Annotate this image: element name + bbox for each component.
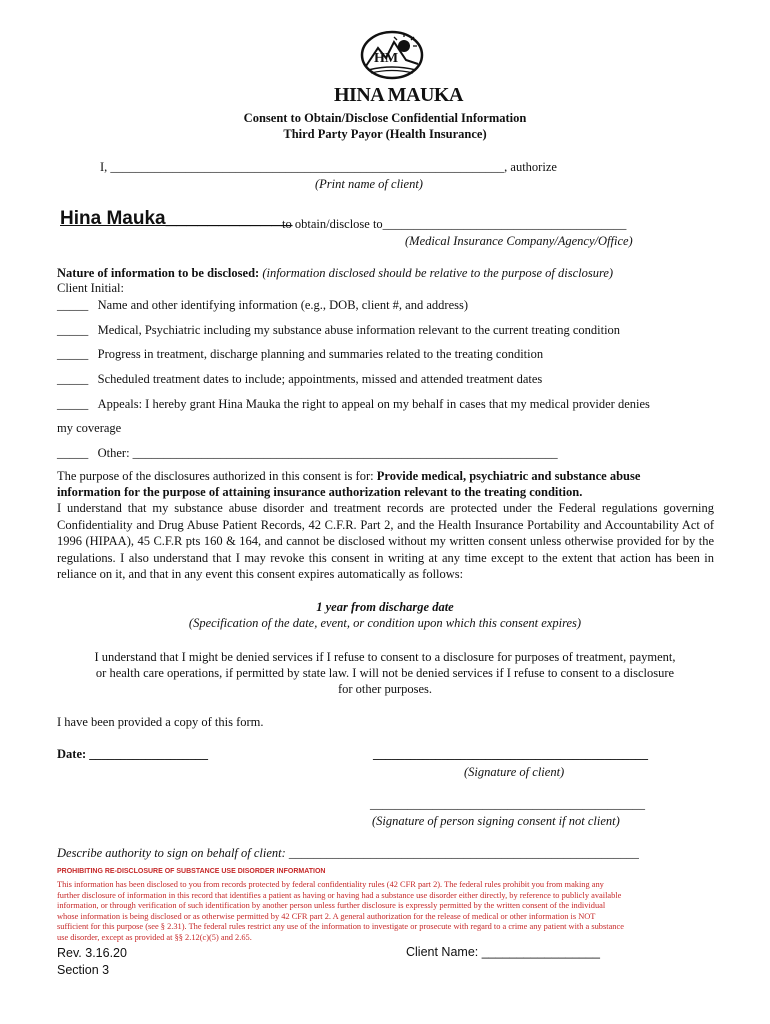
purpose-line-1 bbox=[57, 469, 640, 484]
agency-name: Hina Mauka bbox=[60, 208, 166, 229]
notice-line: further disclosure of information in this record that identifies a patient as having or having had a substance use disorder either directly, by reference to publicly available bbox=[57, 890, 622, 900]
notice-line: This information has been disclosed to you from records protected by federal confidentiality rules (42 CFR part 2). The federal rules prohibit you from making any bbox=[57, 880, 604, 889]
initial-blank[interactable]: _____ bbox=[57, 323, 89, 337]
expiry-value: 1 year from discharge date bbox=[316, 600, 454, 614]
denied-line-3: for other purposes. bbox=[337, 682, 433, 696]
initial-blank[interactable]: _____ bbox=[57, 298, 89, 312]
person-signature-field[interactable]: ____________________________________________ bbox=[370, 797, 645, 811]
purpose-bold-2: information for the purpose of attaining insurance authorization relevant to the treating condition. bbox=[57, 485, 583, 499]
item-text: Scheduled treatment dates to include; appointments, missed and attended treatment dates bbox=[97, 372, 543, 386]
client-initial-label: Client Initial: bbox=[57, 281, 125, 295]
date-field[interactable]: Date: ___________________ bbox=[57, 747, 209, 761]
notice-body bbox=[57, 880, 707, 944]
nature-heading bbox=[57, 266, 613, 281]
obtain-disclose-line: to obtain/disclose to_______________________________________ bbox=[282, 217, 627, 231]
client-name-field[interactable]: Client Name: _________________ bbox=[406, 945, 600, 959]
notice-line: information, or through verification of such identification by another person unless further disclosure is expressly permitted by the written consent of the individual bbox=[57, 901, 606, 911]
revision-label: Rev. 3.16.20 bbox=[57, 946, 127, 960]
agency-name-row bbox=[60, 208, 292, 230]
title-line-2: Third Party Payor (Health Insurance) bbox=[283, 127, 487, 141]
list-item bbox=[57, 347, 543, 362]
agency-underscores: ____________ bbox=[165, 208, 293, 229]
person-signature-caption: (Signature of person signing consent if not client) bbox=[372, 814, 620, 828]
print-name-caption: (Print name of client) bbox=[315, 177, 423, 191]
coverage-continuation: my coverage bbox=[57, 421, 122, 435]
other-text: Other: ____________________________________________________________________ bbox=[97, 446, 558, 460]
item-text: Name and other identifying information (e.g., DOB, client #, and address) bbox=[97, 298, 469, 312]
authorize-line: I, _______________________________________________________________, authorize bbox=[100, 160, 557, 174]
denied-line-2: or health care operations, if permitted by state law. I will not be denied services if I refuse to consent to a disclosure bbox=[95, 666, 675, 680]
client-signature-field[interactable]: ____________________________________________ bbox=[373, 747, 648, 761]
purpose-intro: The purpose of the disclosures authorized in this consent is for: bbox=[57, 469, 377, 483]
list-item-other bbox=[57, 446, 558, 461]
nature-label: Nature of information to be disclosed: bbox=[57, 266, 260, 280]
initial-blank[interactable]: _____ bbox=[57, 446, 89, 460]
initial-blank[interactable]: _____ bbox=[57, 347, 89, 361]
list-item bbox=[57, 372, 542, 387]
list-item bbox=[57, 323, 620, 338]
expiry-caption: (Specification of the date, event, or condition upon which this consent expires) bbox=[188, 616, 582, 630]
section-label: Section 3 bbox=[57, 963, 110, 977]
client-signature-caption: (Signature of client) bbox=[464, 765, 565, 779]
authority-field[interactable]: ________________________________________________________ bbox=[285, 846, 639, 860]
item-text: Progress in treatment, discharge planning and summaries related to the treating condition bbox=[97, 347, 544, 361]
item-text: Appeals: I hereby grant Hina Mauka the right to appeal on my behalf in cases that my medical provider denies bbox=[97, 397, 650, 411]
list-item bbox=[57, 397, 650, 412]
svg-text:HM: HM bbox=[374, 51, 399, 66]
notice-line: sufficient for this purpose (see § 2.31). The federal rules restrict any use of the information to investigate or prosecute with regard to a crime any patient with a substance bbox=[57, 922, 624, 932]
denied-line-1: I understand that I might be denied services if I refuse to consent to a disclosure for purposes of treatment, payment, bbox=[94, 650, 676, 664]
notice-line: use disorder, except as provided at §§ 2.12(c)(5) and 2.65. bbox=[57, 932, 252, 942]
initial-blank[interactable]: _____ bbox=[57, 372, 89, 386]
notice-title: PROHIBITING RE-DISCLOSURE OF SUBSTANCE USE DISORDER INFORMATION bbox=[57, 868, 326, 875]
purpose-bold-1: Provide medical, psychiatric and substance abuse bbox=[376, 469, 641, 483]
nature-note: (information disclosed should be relative to the purpose of disclosure) bbox=[262, 266, 614, 280]
initial-blank[interactable]: _____ bbox=[57, 397, 89, 411]
item-text: Medical, Psychiatric including my substance abuse information relevant to the current treating condition bbox=[97, 323, 621, 337]
authority-label: Describe authority to sign on behalf of client: bbox=[57, 846, 286, 860]
company-caption: (Medical Insurance Company/Agency/Office) bbox=[405, 234, 633, 248]
hina-mauka-logo bbox=[334, 28, 463, 110]
list-item bbox=[57, 298, 468, 313]
copy-line: I have been provided a copy of this form. bbox=[57, 715, 264, 729]
logo-wordmark: HINA MAUKA bbox=[334, 84, 463, 106]
title-line-1: Consent to Obtain/Disclose Confidential Information bbox=[243, 111, 527, 125]
understand-paragraph: I understand that my substance abuse disorder and treatment records are protected under the Federal regulations governing Confidentiality and Drug Abuse Patient Records, 42 C.F.R. Part 2, and the Health Insurance Portability and Accountability Act of 1996 (HIPAA), 45 C.F.R pts 160 & 164, and cannot be disclosed without my written consent unless otherwise provided for by the regulations. I also understand that I may revoke this consent in writing at any time except to the extent that action has been in reliance on it, and that in any event this consent expires automatically as follows: bbox=[57, 501, 714, 581]
authority-row bbox=[57, 846, 639, 861]
notice-line: whose information is being disclosed or as otherwise permitted by 42 CFR part 2. A general authorization for the release of medical or other information is NOT bbox=[57, 911, 596, 921]
